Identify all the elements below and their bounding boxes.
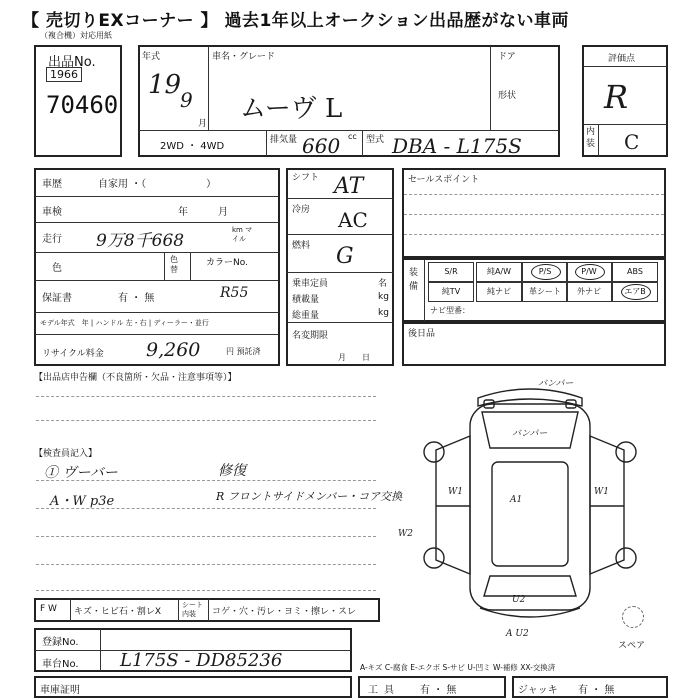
sales-label: セールスポイント	[408, 175, 480, 185]
diagram-mark-1: バンパー	[538, 379, 574, 389]
lot-box	[34, 45, 122, 157]
color-no-label: カラーNo.	[206, 258, 248, 268]
spare-tire-icon	[622, 606, 644, 628]
damage-legend: A-キズ C-腐食 E-エクボ S-サビ U-凹ミ W-補修 XX-交換済	[360, 663, 556, 672]
fuel-value: G	[336, 244, 354, 269]
score-label: 評価点	[608, 54, 636, 64]
inspector-label: 【検査員記入】	[34, 449, 98, 459]
recycle-value: 9,260	[146, 339, 201, 361]
diagram-left-side	[436, 436, 470, 574]
car-diagram	[398, 370, 666, 640]
equipment-item: S/R	[428, 262, 474, 282]
load-label: 積載量	[292, 295, 320, 305]
displacement-value: 660	[302, 134, 341, 158]
diagram-rear-window	[484, 576, 576, 596]
diagram-mark-7: A U2	[506, 629, 529, 639]
displacement-label: 排気量	[270, 135, 298, 145]
garage-cert-label: 車庫証明	[40, 685, 80, 696]
equipment-item: ABS	[612, 262, 658, 282]
lot-number: 70460	[46, 91, 119, 119]
diagram-mark-5: A1	[510, 495, 523, 505]
diagram-wheel-rr	[616, 548, 636, 568]
recycle-unit: 円 預託済	[226, 347, 261, 356]
mileage-label: 走行	[42, 234, 62, 245]
notes-box	[402, 322, 666, 366]
tools-value: 有 ・ 無	[420, 685, 457, 696]
codes-seat: シート内装	[182, 601, 203, 618]
mileage-value: 9万8千668	[96, 231, 185, 251]
shift-value: AT	[334, 174, 364, 199]
recycle-label: リサイクル料金	[42, 349, 104, 359]
score-value: R	[604, 78, 629, 116]
month-value: 9	[180, 88, 193, 112]
ac-value: AC	[338, 208, 368, 232]
venue-code: 1966	[46, 67, 82, 82]
car-name-label: 車名・グレード	[212, 52, 276, 62]
chassis-value: L175S - DD85236	[120, 650, 283, 671]
model-year-row: モデル年式 年 | ハンドル 左・右 | ディーラー・並行	[40, 319, 209, 327]
shaken-label: 車検	[42, 207, 62, 218]
form-notice: （複合機）対応用紙	[40, 31, 112, 40]
drive-type: 2WD ・ 4WD	[160, 141, 225, 152]
mileage-unit: km マイル	[232, 226, 253, 243]
equipment-circle-mark	[621, 284, 651, 300]
equipment-item: エアB	[612, 282, 658, 302]
name-change-unit: 月 日	[338, 353, 370, 362]
shift-label: シフト	[292, 173, 320, 183]
diagram-wheel-rl	[424, 548, 444, 568]
door-label: ドア	[498, 52, 516, 62]
jack-label: ジャッキ	[518, 685, 558, 696]
inspector-note-4: R フロントサイドメンバー・コア交換	[216, 490, 403, 503]
year-value: 19	[148, 70, 182, 100]
inspector-note-1: ① ヴーバー	[44, 465, 118, 481]
tools-label: 工具	[368, 685, 400, 696]
diagram-mark-2: バンパー	[512, 429, 548, 439]
diagram-right-side	[590, 436, 624, 574]
interior-value: C	[624, 130, 640, 154]
codes-seat-detail: コゲ・穴・汚レ・ヨミ・擦レ・スレ	[212, 607, 357, 617]
model-label: 型式	[366, 135, 385, 145]
equipment-circle-mark	[531, 264, 561, 280]
color-label: 色	[52, 263, 62, 274]
garage-cert-box	[34, 676, 352, 698]
fuel-label: 燃料	[292, 241, 311, 251]
diagram-wheel-fl	[424, 442, 444, 462]
shape-label: 形状	[498, 91, 517, 101]
seller-declaration: 【出品店申告欄（不良箇所・欠品・注意事項等）】	[34, 373, 237, 383]
diagram-mark-4: W1	[594, 487, 609, 497]
sales-box	[402, 168, 666, 258]
diagram-mark-6: U2	[512, 595, 526, 605]
interior-label: 内装	[586, 127, 596, 149]
car-name: ムーヴ L	[240, 94, 343, 124]
chassis-label: 車台No.	[42, 659, 79, 670]
inspector-note-3: 修復	[218, 463, 246, 479]
diagram-mark-3: W1	[448, 487, 463, 497]
notes-label: 後日品	[408, 329, 436, 339]
name-change-label: 名変期限	[292, 331, 329, 341]
equipment-item: 外ナビ	[566, 282, 612, 302]
spare-label: スペア	[618, 641, 646, 651]
registration-label: 登録No.	[42, 637, 79, 648]
shaken-units: 年 月	[178, 207, 228, 218]
equipment-label: 装備	[409, 268, 419, 292]
equipment-item: 純ナビ	[476, 282, 522, 302]
weight-unit: kg	[378, 308, 389, 318]
codes-fw: F W	[40, 604, 57, 614]
equipment-item: 純TV	[428, 282, 474, 302]
header-title: 【 売切りEXコーナー 】 過去1年以上オークション出品歴がない車両	[22, 11, 569, 31]
color-change: 色替	[170, 255, 178, 274]
load-unit: kg	[378, 292, 389, 302]
equipment-item: P/W	[566, 262, 612, 282]
month-unit: 月	[198, 119, 208, 129]
warranty-label: 保証書	[42, 293, 72, 304]
navi-model-label: ナビ型番：	[430, 306, 470, 315]
diagram-mark-8: W2	[398, 529, 413, 539]
inspector-note-2: A・W p3e	[50, 494, 115, 509]
history-label: 車歴	[42, 179, 62, 190]
cc-unit: cc	[348, 132, 357, 141]
codes-damage: キズ・ヒビ石・割レX	[74, 607, 161, 617]
warranty-note: R55	[220, 285, 249, 301]
ac-label: 冷房	[292, 205, 311, 215]
diagram-roof	[492, 462, 568, 566]
equipment-item: P/S	[522, 262, 568, 282]
capacity-unit: 名	[378, 279, 388, 289]
equipment-item: 革シート	[522, 282, 568, 302]
capacity-label: 乗車定員	[292, 279, 329, 289]
weight-label: 総重量	[292, 311, 320, 321]
model-value: DBA - L175S	[392, 134, 522, 158]
diagram-wheel-fr	[616, 442, 636, 462]
jack-value: 有 ・ 無	[578, 685, 615, 696]
year-label: 年式	[142, 52, 161, 62]
lot-label: 出品No.	[48, 55, 96, 70]
warranty-value: 有 ・ 無	[118, 293, 155, 304]
equipment-circle-mark	[575, 264, 605, 280]
equipment-item: 純A/W	[476, 262, 522, 282]
history-value: 自家用 ・（ ）	[98, 179, 217, 190]
